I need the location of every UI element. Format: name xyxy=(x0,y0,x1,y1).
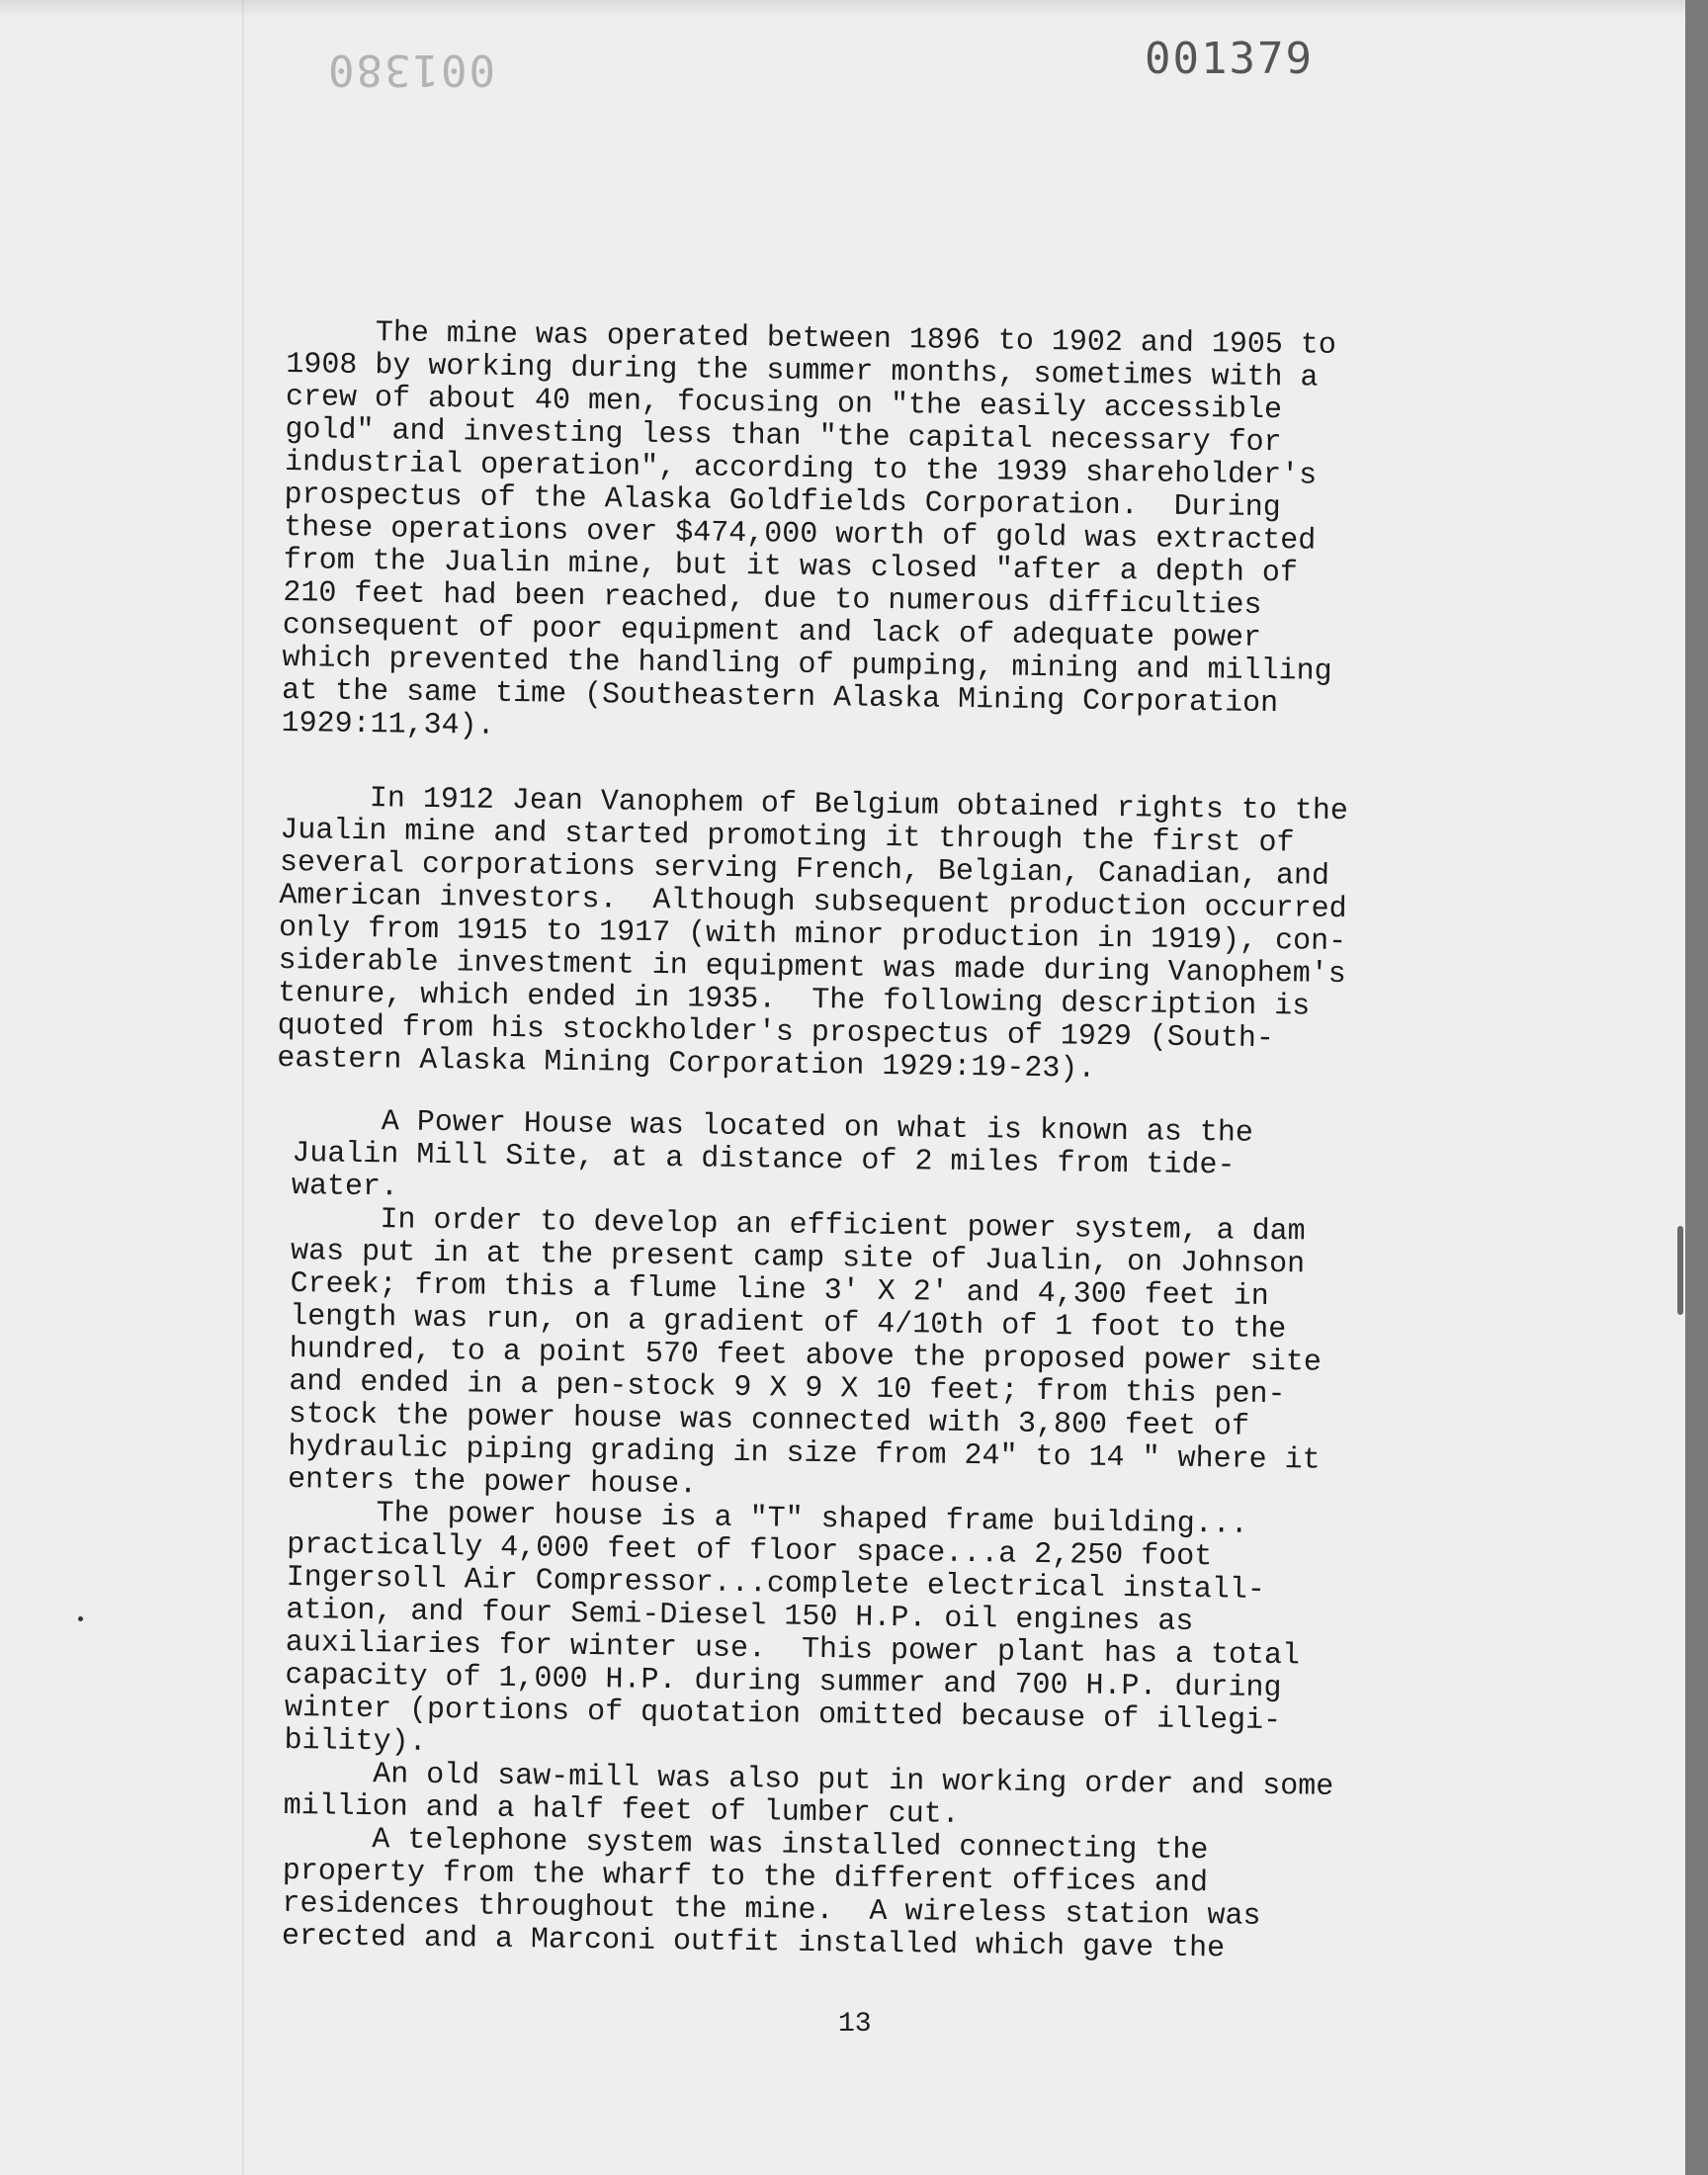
paragraph-mine-operations: The mine was operated between 1896 to 1902 and 1905 to 1908 by working during the summer months, sometimes with a crew of about 40 men, focusing on "the easily accessible gold" and investing less than "the capital necessary for industrial operation", according to the 1939 shareholder's prospectus of the Alaska Goldfields Corporation. During these operations over $474,000 worth of gold was extracted from the Jualin mine, but it was closed "after a depth of 210 feet had been reached, due to numerous difficulties consequent of poor equipment and lack of adequate power which prevented the handling of pumping, mining and milling at the same time (Southeastern Alaska Mining Corporation 1929:11,34). xyxy=(281,315,1337,743)
scan-edge-mark xyxy=(1677,1226,1683,1315)
block-quotation: A Power House was located on what is known as the Jualin Mill Site, at a distance of 2 miles from tide- water. In order to develop an efficient power system, a dam was put in at the present camp site of Jualin, on Johnson Creek; from this a flume line 3' X 2' and 4,300 feet in length was run, on a gradient of 4/10th of 1 foot to the hundred, to a point 570 feet above the proposed power site and ended in a pen-stock 9 X 9 X 10 feet; from this pen- stock the power house was connected with 3,800 feet of hydraulic piping grading in size from 24" to 14 " where it enters the power house. The power house is a "T" shaped frame building... practically 4,000 feet of floor space...a 2,250 foot Ingersoll Air Compressor...complete electrical install- ation, and four Semi-Diesel 150 H.P. oil engines as auxiliaries for winter use. This power plant has a total capacity of 1,000 H.P. during summer and 700 H.P. during winter (portions of quotation omitted because of illegi- bility). An old saw-mill was also put in working order and some million and a half feet of lumber cut. A telephone system was installed connecting the property from the wharf to the different offices and residences throughout the mine. A wireless station was erected and a Marconi outfit installed which gave the xyxy=(281,1104,1334,1966)
bates-stamp-mirrored: 001380 xyxy=(326,44,495,95)
scan-top-edge xyxy=(0,0,1685,18)
bates-stamp: 001379 xyxy=(1145,34,1314,84)
scan-speck xyxy=(78,1616,83,1621)
paragraph-vanophem: In 1912 Jean Vanophem of Belgium obtained rights to the Jualin mine and started promoting it through the first of several corporations serving French, Belgian, Canadian, and American investors. Although subsequent production occurred only from 1915 to 1917 (with minor production in 1919), con- siderable investment in equipment was made during Vanophem's tenure, which ended in 1935. The following description is quoted from his stockholder's prospectus of 1929 (South- eastern Alaska Mining Corporation 1929:19-23). xyxy=(277,781,1349,1087)
page-number: 13 xyxy=(838,2009,872,2040)
